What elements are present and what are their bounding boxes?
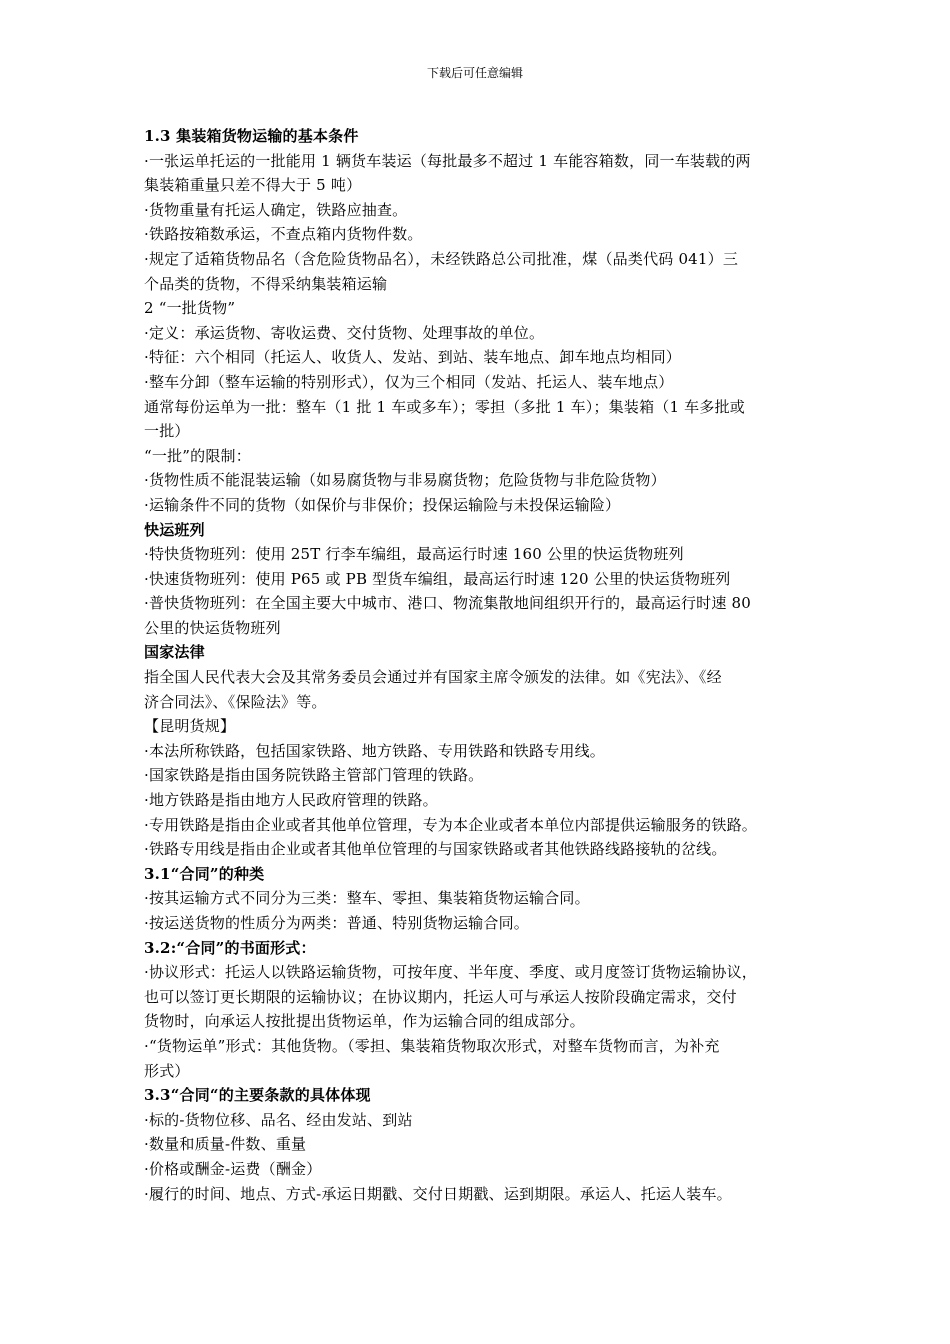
text-line: 通常每份运单为一批：整车（1 批 1 车或多车）；零担（多批 1 车）；集装箱（1 车多批或 bbox=[144, 397, 745, 416]
text-line: ·整车分卸（整车运输的特别形式），仅为三个相同（发站、托运人、装车地点） bbox=[144, 372, 674, 391]
text-line: ·按运送货物的性质分为两类：普通、特别货物运输合同。 bbox=[144, 914, 529, 932]
text-line: ·铁路按箱数承运，不查点箱内货物件数。 bbox=[144, 225, 423, 244]
section-heading: 3.2:“合同”的书面形式： bbox=[144, 938, 316, 957]
section-heading: 3.1“合同”的种类 bbox=[144, 864, 265, 883]
text-line: 指全国人民代表大会及其常务委员会通过并有国家主席令颁发的法律。如《宪法》、《经 bbox=[144, 668, 722, 687]
text-line: ·数量和质量-件数、重量 bbox=[144, 1135, 307, 1154]
text-line: 公里的快运货物班列 bbox=[144, 618, 281, 637]
text-line: ·本法所称铁路，包括国家铁路、地方铁路、专用铁路和铁路专用线。 bbox=[144, 741, 605, 760]
text-line: ·一张运单托运的一批能用 1 辆货车装运（每批最多不超过 1 车能容箱数，同一车装载的两 bbox=[144, 151, 751, 170]
text-line: ·标的-货物位移、品名、经由发站、到站 bbox=[144, 1110, 413, 1129]
text-line: ·货物性质不能混装运输（如易腐货物与非易腐货物；危险货物与非危险货物） bbox=[144, 471, 666, 490]
text-line: ·按其运输方式不同分为三类：整车、零担、集装箱货物运输合同。 bbox=[144, 889, 590, 908]
text-line: ·价格或酬金-运费（酬金） bbox=[144, 1159, 322, 1178]
text-line: ·“货物运单”形式：其他货物。（零担、集装箱货物取次形式，对整车货物而言，为补充 bbox=[144, 1036, 720, 1055]
text-line: ·快速货物班列：使用 P65 或 PB 型货车编组，最高运行时速 120 公里的快运货物班列 bbox=[144, 569, 731, 588]
text-line: “一批”的限制： bbox=[144, 446, 251, 465]
page-header: 下载后可任意编辑 bbox=[426, 66, 523, 80]
text-line: 济合同法》、《保险法》等。 bbox=[144, 692, 327, 711]
text-line: ·运输条件不同的货物（如保价与非保价；投保运输险与未投保运输险） bbox=[144, 495, 621, 514]
text-line: 形式） bbox=[144, 1061, 190, 1080]
text-line: ·协议形式：托运人以铁路运输货物，可按年度、半年度、季度、或月度签订货物运输协议， bbox=[144, 963, 757, 982]
text-line: 一批） bbox=[144, 422, 190, 441]
text-line: ·货物重量有托运人确定，铁路应抽查。 bbox=[144, 200, 408, 219]
text-line: ·国家铁路是指由国务院铁路主管部门管理的铁路。 bbox=[144, 766, 484, 785]
text-line: ·专用铁路是指由企业或者其他单位管理，专为本企业或者本单位内部提供运输服务的铁路。 bbox=[144, 815, 757, 834]
document-body bbox=[144, 124, 812, 1206]
text-line: 集装箱重量只差不得大于 5 吨） bbox=[144, 176, 362, 195]
text-line: 货物时，向承运人按批提出货物运单，作为运输合同的组成部分。 bbox=[144, 1012, 585, 1031]
text-line: ·普快货物班列：在全国主要大中城市、港口、物流集散地间组织开行的，最高运行时速 80 bbox=[144, 594, 752, 613]
section-heading: 快运班列 bbox=[144, 520, 205, 539]
section-heading: 国家法律 bbox=[144, 643, 205, 662]
text-line: 【昆明货规】 bbox=[144, 717, 236, 736]
text-line: ·特征：六个相同（托运人、收货人、发站、到站、装车地点、卸车地点均相同） bbox=[144, 348, 681, 367]
text-line: ·规定了适箱货物品名（含危险货物品名），未经铁路总公司批准，煤（品类代码 041）三 bbox=[144, 249, 739, 268]
text-line: ·定义：承运货物、寄收运费、交付货物、处理事故的单位。 bbox=[144, 323, 545, 342]
text-line: 个品类的货物，不得采纳集装箱运输 bbox=[144, 274, 388, 293]
text-line: 也可以签订更长期限的运输协议；在协议期内，托运人可与承运人按阶段确定需求，交付 bbox=[144, 987, 737, 1006]
text-line: ·履行的时间、地点、方式-承运日期戳、交付日期戳、运到期限。承运人、托运人装车。 bbox=[144, 1184, 732, 1203]
section-heading: 1.3 集装箱货物运输的基本条件 bbox=[144, 127, 359, 145]
section-heading: 3.3“合同“的主要条款的具体体现 bbox=[144, 1086, 371, 1105]
text-line: ·地方铁路是指由地方人民政府管理的铁路。 bbox=[144, 791, 438, 810]
text-line: 2 “一批货物” bbox=[144, 299, 236, 318]
text-line: ·铁路专用线是指由企业或者其他单位管理的与国家铁路或者其他铁路线路接轨的岔线。 bbox=[144, 840, 727, 859]
text-line: ·特快货物班列：使用 25T 行李车编组，最高运行时速 160 公里的快运货物班列 bbox=[144, 545, 684, 564]
